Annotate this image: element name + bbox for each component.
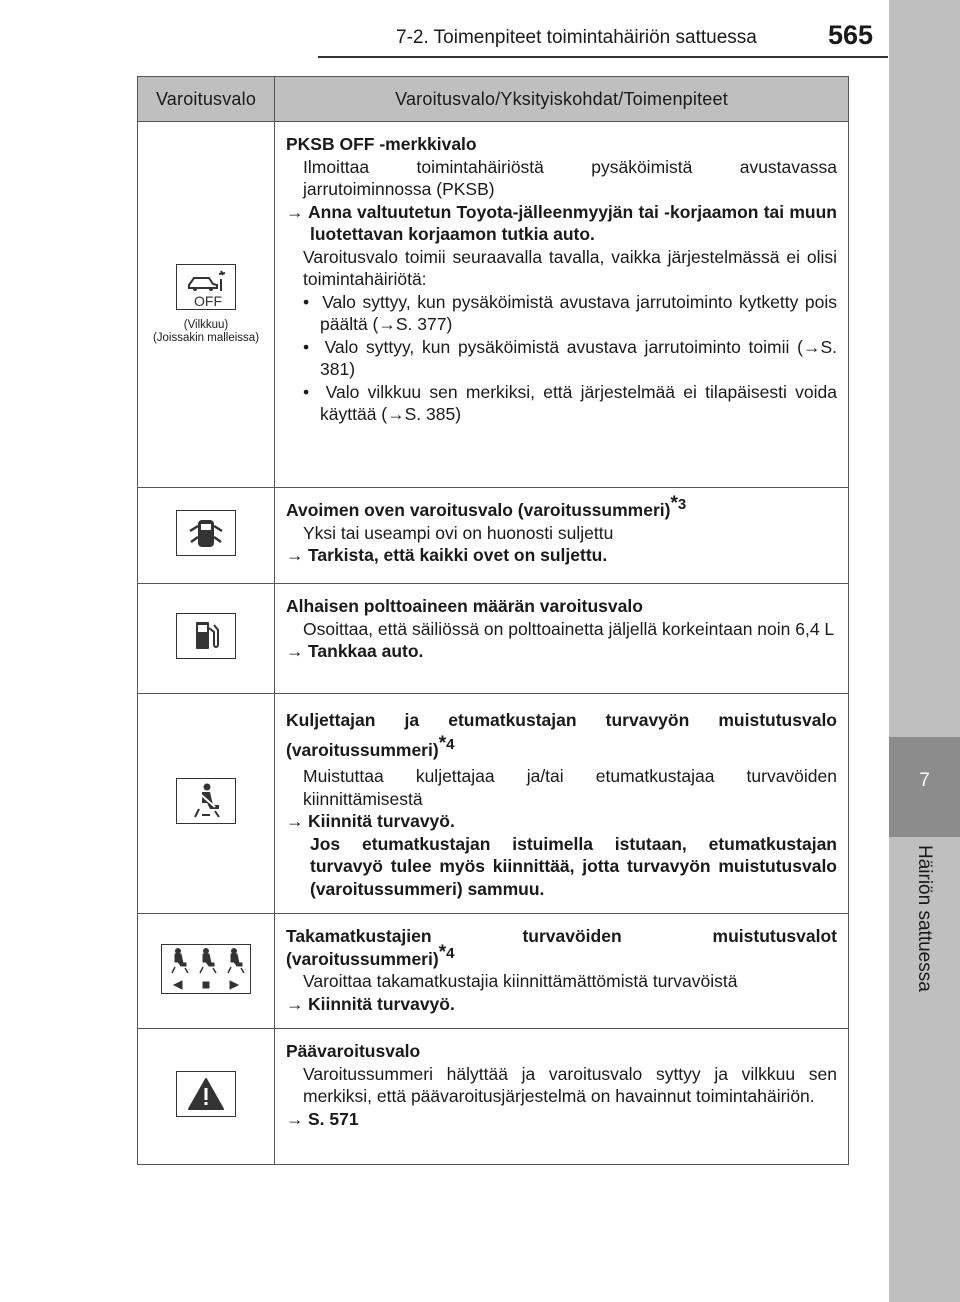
row-action: → Kiinnitä turvavyö.	[286, 993, 455, 1014]
row-action-detail: Jos etumatkustajan istuimella istutaan, etumatkustajan turvavyö tulee myös kiinnittää, jotta turvavyön muistutusvalo (varoitussummeri) sammuu.	[310, 833, 837, 899]
description-cell	[275, 584, 849, 694]
arrow-icon: →	[378, 314, 396, 334]
row-action: → Kiinnitä turvavyö.	[286, 811, 455, 831]
arrow-icon: →	[387, 404, 405, 424]
table-header-row	[138, 77, 849, 122]
icon-cell	[138, 488, 275, 584]
list-item: • Valo syttyy, kun pysäköimistä avustava jarrutoiminto toimii (→S. 381)	[303, 336, 837, 379]
description-cell	[275, 694, 849, 914]
row-description: Osoittaa, että säiliössä on polttoainetta jäljellä korkeintaan noin 6,4 L	[303, 618, 835, 639]
pksb-off-icon	[176, 264, 236, 310]
icon-off-text: OFF	[194, 293, 222, 309]
row-title: Alhaisen polttoaineen määrän varoitusvalo	[286, 596, 643, 616]
table-row	[138, 1029, 849, 1165]
row-title: Päävaroitusvalo	[286, 1041, 421, 1061]
rear-seatbelts-icon	[161, 944, 251, 994]
chapter-number: 7	[919, 770, 930, 791]
description-cell	[275, 914, 849, 1029]
row-description: Muistuttaa kuljettajaa ja/tai etumatkustajaa turvavöiden kiinnittämisestä	[303, 766, 837, 809]
chapter-side-tab	[889, 0, 960, 1302]
icon-cell	[138, 1029, 275, 1165]
header-rule	[318, 56, 888, 58]
arrow-icon: →	[286, 641, 304, 661]
page-number: 565	[828, 20, 874, 50]
icon-cell	[138, 122, 275, 488]
section-title: 7-2. Toimenpiteet toimintahäiriön sattuessa	[396, 27, 757, 48]
row-description: Varoitussummeri hälyttää ja varoitusvalo syttyy ja vilkkuu sen merkiksi, että päävaroitusjärjestelmä on havainnut toimintahäiriön.	[303, 1063, 837, 1106]
arrow-icon: →	[286, 811, 304, 831]
table-row	[138, 584, 849, 694]
arrow-icon: →	[286, 545, 304, 565]
icon-caption-blink: (Vilkkuu)	[183, 319, 229, 331]
icon-cell	[138, 914, 275, 1029]
warning-light-table	[137, 76, 849, 1165]
row-title: PKSB OFF -merkkivalo	[286, 134, 477, 154]
table-row	[138, 488, 849, 584]
row-description: Yksi tai useampi ovi on huonosti suljettu	[303, 522, 614, 543]
icon-cell	[138, 694, 275, 914]
chapter-title: Häiriön sattuessa	[914, 845, 935, 992]
table-row	[138, 122, 849, 488]
list-item: • Valo vilkkuu sen merkiksi, että järjestelmää ei tilapäisesti voida käyttää (→S. 385)	[303, 381, 837, 424]
arrow-icon: →	[286, 201, 304, 222]
column-header-details: Varoitusvalo/Yksityiskohdat/Toimenpiteet	[275, 77, 849, 122]
master-warning-icon	[176, 1071, 236, 1117]
row-action: → Anna valtuutetun Toyota-jälleenmyyjän tai -korjaamon tai muun luotettavan korjaamon tutkia auto.	[286, 201, 837, 244]
row-description: Varoittaa takamatkustajia kiinnittämättömistä turvavöistä	[303, 971, 738, 991]
description-cell	[275, 122, 849, 488]
table-row	[138, 694, 849, 914]
page-header	[0, 0, 888, 56]
row-action: → Tankkaa auto.	[286, 641, 424, 661]
list-item: • Valo syttyy, kun pysäköimistä avustava jarrutoiminto kytketty pois päältä (→S. 377)	[303, 291, 837, 334]
seatbelt-icon	[176, 778, 236, 824]
row-title: Avoimen oven varoitusvalo (varoitussummeri)$^{*3}$	[286, 493, 687, 520]
icon-cell	[138, 584, 275, 694]
row-title: Takamatkustajien turvavöiden muistutusvalot (varoitussummeri)$^{*4}$	[286, 926, 837, 969]
table-row	[138, 914, 849, 1029]
arrow-icon: →	[802, 336, 821, 357]
arrow-icon: →	[286, 993, 304, 1014]
description-cell	[275, 1029, 849, 1165]
open-door-icon	[176, 510, 236, 556]
fuel-pump-icon	[176, 613, 236, 659]
row-note: Varoitusvalo toimii seuraavalla tavalla, vaikka järjestelmässä ei olisi toimintahäiriötä:	[303, 246, 837, 289]
row-description: Ilmoittaa toimintahäiriöstä pysäköimistä avustavassa jarrutoiminnossa (PKSB)	[303, 156, 837, 199]
column-header-light: Varoitusvalo	[138, 77, 275, 122]
row-title: Kuljettajan ja etumatkustajan turvavyön muistutusvalo (varoitussummeri)$^{*4}$	[286, 710, 837, 760]
row-action: → S. 571	[286, 1108, 359, 1129]
arrow-icon: →	[286, 1108, 304, 1129]
row-action: → Tarkista, että kaikki ovet on suljettu.	[286, 545, 608, 565]
icon-caption-models: (Joissakin malleissa)	[152, 332, 260, 344]
description-cell	[275, 488, 849, 584]
